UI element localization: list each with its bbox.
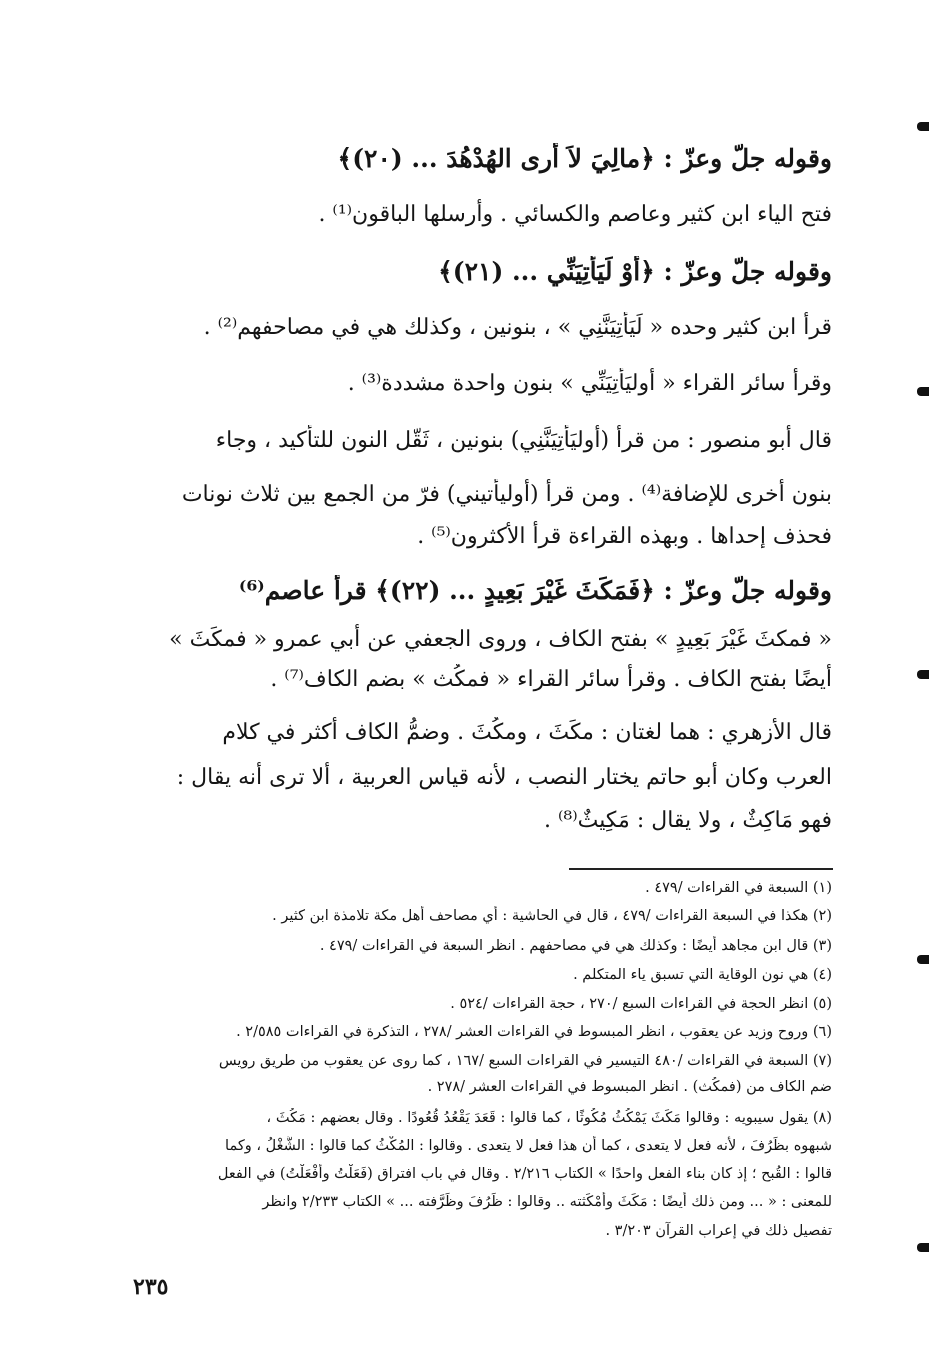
body-line: أيضًا بفتح الكاف . وقرأ سائر القراء « فمكُث » بضم الكاف⁽⁷⁾ . (270, 667, 832, 692)
footnote-line: شبهوه بظَرُفَ ، لأنه فعل لا يتعدى ، كما أن هذا فعل لا يتعدى . وقالوا : المُكْثُ كما قالوا : الشُّغْلُ ، وكما (225, 1138, 832, 1154)
binding-mark (917, 122, 929, 131)
footnote-line: (٨) يقول سيبويه : وقالوا مَكَثَ يَمْكُثُ مُكُوثًا ، كما قالوا : قَعَدَ يَقْعُدُ قُعُودًا . وقال بعضهم : مَكُثَ ، (266, 1110, 832, 1126)
footnote-line: (٥) انظر الحجة في القراءات السبع /٢٧٠ ، حجة القراءات /٥٢٤ . (450, 996, 832, 1012)
body-line: فحذف إحداها . وبهذه القراءة قرأ الأكثرون⁽⁵⁾ . (417, 524, 832, 549)
body-line: قرأ ابن كثير وحده « لَيَأْتِيَنَّنِي » ، بنونين ، وكذلك هي في مصاحفهم⁽²⁾ . (203, 315, 832, 340)
footnote-line: (٧) السبعة في القراءات /٤٨٠ التيسير في القراءات السبع /١٦٧ ، كما روى عن يعقوب من طريق رويس (218, 1053, 832, 1069)
footnote-line: تفصيل ذلك في إعراب القرآن ٣/٢٠٣ . (605, 1223, 832, 1239)
page-number: ٢٣٥ (133, 1274, 169, 1300)
footnote-separator (569, 868, 833, 870)
body-line: وقرأ سائر القراء « أوليَأْتِيَنِّي » بنون واحدة مشددة⁽³⁾ . (347, 371, 832, 396)
footnote-line: (٢) هكذا في السبعة القراءات /٤٧٩ ، قال في الحاشية : أي مصاحف أهل مكة تلامذة ابن كثير . (272, 908, 832, 924)
body-line: قال الأزهري : هما لغتان : مكَثَ ، ومكُثَ . وضمُّ الكاف أكثر في كلام (222, 720, 832, 745)
footnote-line: (١) السبعة في القراءات /٤٧٩ . (645, 880, 832, 896)
body-line: العرب وكان أبو حاتم يختار النصب ، لأنه قياس العربية ، ألا ترى أنه يقال : (176, 765, 832, 790)
footnote-line: (٣) قال ابن مجاهد أيضًا : وكذلك هي في مصاحفهم . انظر السبعة في القراءات /٤٧٩ . (319, 938, 832, 954)
body-line: فتح الياء ابن كثير وعاصم والكسائي . وأرسلها الباقون⁽¹⁾ . (318, 202, 832, 227)
binding-mark (917, 670, 929, 679)
binding-mark (917, 955, 929, 964)
footnote-line: قالوا : القُبح ؛ إذ كان بناء الفعل واحدًا » الكتاب ٢/٢١٦ . وقال في باب افتراق (فَعَلْتُ وأفْعَلْتُ) في الفعل (217, 1166, 832, 1182)
footnote-line: (٤) هي نون الوقاية التي تسبق ياء المتكلم . (573, 967, 832, 983)
footnote-line: للمعنى : « ... ومن ذلك أيضًا : مَكَثَ وأمْكَثته .. وقالوا : ظَرُفَ وظَرَّفته ... » الكتاب ٢/٢٣٣ وانظر (262, 1194, 832, 1210)
binding-mark (917, 387, 929, 396)
body-line: فهو مَاكِثٌ ، ولا يقال : مَكِيثٌ⁽⁸⁾ . (544, 808, 832, 833)
footnote-line: ضم الكاف من (فمكُث) . انظر المبسوط في القراءات العشر /٢٧٨ . (427, 1079, 832, 1095)
verse-heading-20: وقوله جلّ وعزّ : ﴿مالِيَ لاَ أَرى الهُدْهُدَ ... (٢٠)﴾ (337, 144, 832, 173)
body-line: « فمكثَ غَيْرَ بَعِيدٍ » بفتح الكاف ، وروى الجعفي عن أبي عمرو « فمكَثَ » (169, 627, 832, 652)
body-line: قال أبو منصور : من قرأ (أوليَأْتِيَنَّنِي) بنونين ، ثَقّل النون للتأكيد ، وجاء (215, 428, 832, 453)
verse-heading-21: وقوله جلّ وعزّ : ﴿أوْ لَيَأْتِيَنِّي ... (٢١)﴾ (438, 257, 832, 286)
body-line: بنون أخرى للإضافة⁽⁴⁾ . ومن قرأ (أوليأتيني) فرّ من الجمع بين ثلاث نونات (181, 482, 832, 507)
footnote-line: (٦) وروح وزيد عن يعقوب ، انظر المبسوط في القراءات العشر /٢٧٨ ، التذكرة في القراءات ٢/٥٨٥ . (236, 1024, 832, 1040)
binding-mark (917, 1243, 929, 1252)
verse-heading-22: وقوله جلّ وعزّ : ﴿فَمَكَثَ غَيْرَ بَعِيدٍ ... (٢٢)﴾ قرأ عاصم⁽⁶⁾ (238, 576, 832, 605)
